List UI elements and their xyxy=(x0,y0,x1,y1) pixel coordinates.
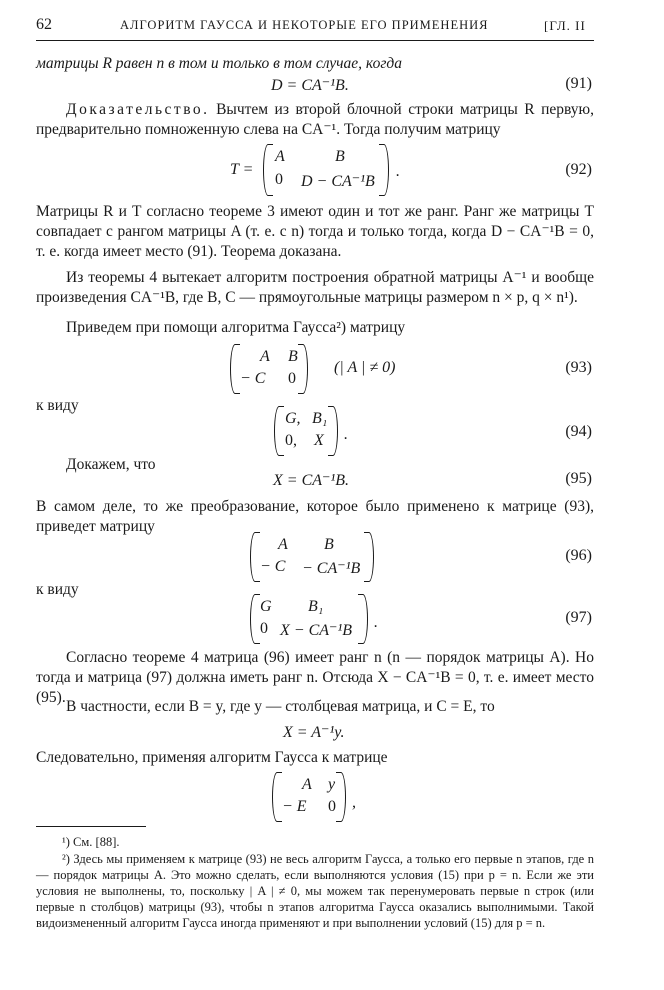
header-rule xyxy=(36,40,594,41)
m11: A xyxy=(278,536,288,553)
gauss-paragraph: Приведем при помощи алгоритма Гаусса²) матрицу xyxy=(66,319,406,336)
m22: − CA⁻¹B xyxy=(302,560,361,577)
therefore-paragraph: Следовательно, применяя алгоритм Гаусса к матрице xyxy=(36,749,388,766)
left-paren xyxy=(272,772,282,822)
theorem4-paragraph: Из теоремы 4 вытекает алгоритм построения обратной матрицы A⁻¹ и вообще произведения CA⁻¹B, где B, C — прямоугольные матрицы размером n × p, q × n¹). xyxy=(36,269,594,306)
to-form-label-2: к виду xyxy=(36,581,79,598)
equation-94-tail: . xyxy=(344,426,348,443)
equation-92-tail: . xyxy=(396,163,400,180)
matrix-96 xyxy=(250,536,374,578)
matrix-last xyxy=(272,776,346,818)
proof-text: Вычтем из второй блочной строки матрицы R первую, предварительно помноженную слева на CA⁻¹. Тогда получим матрицу xyxy=(36,101,594,138)
proof-paragraph xyxy=(36,100,594,140)
m22: D − CA⁻¹B xyxy=(301,173,375,190)
equation-93-number: (93) xyxy=(565,359,592,376)
equation-94-number: (94) xyxy=(565,423,592,440)
left-paren xyxy=(230,344,240,394)
right-paren xyxy=(298,344,308,394)
particular-paragraph: В частности, если B = y, где y — столбцевая матрица, и C = E, то xyxy=(66,698,495,715)
matrix-94 xyxy=(274,410,338,452)
m21: 0 xyxy=(275,171,283,188)
left-paren xyxy=(250,532,260,582)
m22: 0 xyxy=(288,370,296,387)
equation-95-number: (95) xyxy=(565,470,592,487)
right-paren xyxy=(336,772,346,822)
equation-91: D = CA⁻¹B. xyxy=(271,77,349,94)
indeed-paragraph: В самом деле, то же преобразование, которое было применено к матрице (93), приведет матрицу xyxy=(36,498,594,535)
m12: B xyxy=(288,348,298,365)
m22: X xyxy=(314,432,324,449)
chapter-label: [ГЛ. II xyxy=(544,18,586,33)
m11: G, xyxy=(285,410,301,427)
equation-96-number: (96) xyxy=(565,547,592,564)
m11: A xyxy=(275,148,285,165)
equation-97-tail: . xyxy=(374,614,378,631)
m22: 0 xyxy=(328,798,336,815)
left-paren xyxy=(274,406,284,456)
m22: X − CA⁻¹B xyxy=(280,622,353,639)
left-paren xyxy=(263,144,273,196)
m12: B xyxy=(324,536,334,553)
m12: B₁ xyxy=(308,598,324,615)
equation-92-number: (92) xyxy=(565,161,592,178)
footnote-2: ²) Здесь мы применяем к матрице (93) не весь алгоритм Гаусса, а только его первые n этапов, где n — порядок матрицы A. Это можно сделать, если выполняются условия (15) при p = n. Если же эти условия не выполнены, то, поскольку | A | ≠ 0, мы можем так перенумеровать первые n строк (или первые n столбцов) матрицы (93), чтобы n этапов алгоритма Гаусса оказались выполнимыми. Такой видоизмененный алгоритм Гаусса иногда применяют и при выполнении условий (15) для p = n. xyxy=(36,852,594,930)
intro-line: матрицы R равен n в том и только в том случае, когда xyxy=(36,55,402,72)
m21: − C xyxy=(260,558,286,575)
m11: G xyxy=(260,598,272,615)
m21: 0 xyxy=(260,620,268,637)
matrix-92 xyxy=(263,148,389,192)
to-form-label-1: к виду xyxy=(36,397,79,414)
footnote-1: ¹) См. [88]. xyxy=(62,835,120,849)
prove-that-label: Докажем, что xyxy=(66,456,156,473)
equation-97-number: (97) xyxy=(565,609,592,626)
right-paren xyxy=(379,144,389,196)
m21: − E xyxy=(282,798,307,815)
footnote-rule xyxy=(36,826,146,827)
right-paren xyxy=(364,532,374,582)
rank-paragraph: Матрицы R и T согласно теореме 3 имеют один и тот же ранг. Ранг же матрицы T совпадает с рангом матрицы A (т. е. с n) тогда и только тогда, когда D − CA⁻¹B = 0, т. е. когда имеет место (91). Теорема доказана. xyxy=(36,203,594,260)
right-paren xyxy=(328,406,338,456)
m12: y xyxy=(328,776,336,793)
m12: B xyxy=(335,148,345,165)
m21: − C xyxy=(240,370,266,387)
proof-label: Доказательство. xyxy=(66,101,210,118)
matrix-93 xyxy=(230,348,308,390)
right-paren xyxy=(358,594,368,644)
left-paren xyxy=(250,594,260,644)
equation-95: X = CA⁻¹B. xyxy=(273,472,350,489)
m12: B₁ xyxy=(312,410,328,427)
m11: A xyxy=(260,348,270,365)
matrix-97 xyxy=(250,598,368,640)
m21: 0, xyxy=(285,432,297,449)
equation-92-lhs: T = xyxy=(230,161,254,178)
equation-91-number: (91) xyxy=(565,75,592,92)
according-paragraph: Согласно теореме 4 матрица (96) имеет ранг n (n — порядок матрицы A). Но тогда и матрица (97) должна иметь ранг n. Отсюда X − CA⁻¹B = 0, т. е. имеет место (95). xyxy=(36,649,594,706)
equation-last-tail: , xyxy=(352,794,356,811)
m11: A xyxy=(302,776,312,793)
running-title: АЛГОРИТМ ГАУССА И НЕКОТОРЫЕ ЕГО ПРИМЕНЕНИЯ xyxy=(120,18,489,32)
equation-93-condition: (| A | ≠ 0) xyxy=(334,359,396,376)
page-number: 62 xyxy=(36,16,52,33)
equation-inverse: X = A⁻¹y. xyxy=(283,724,345,741)
